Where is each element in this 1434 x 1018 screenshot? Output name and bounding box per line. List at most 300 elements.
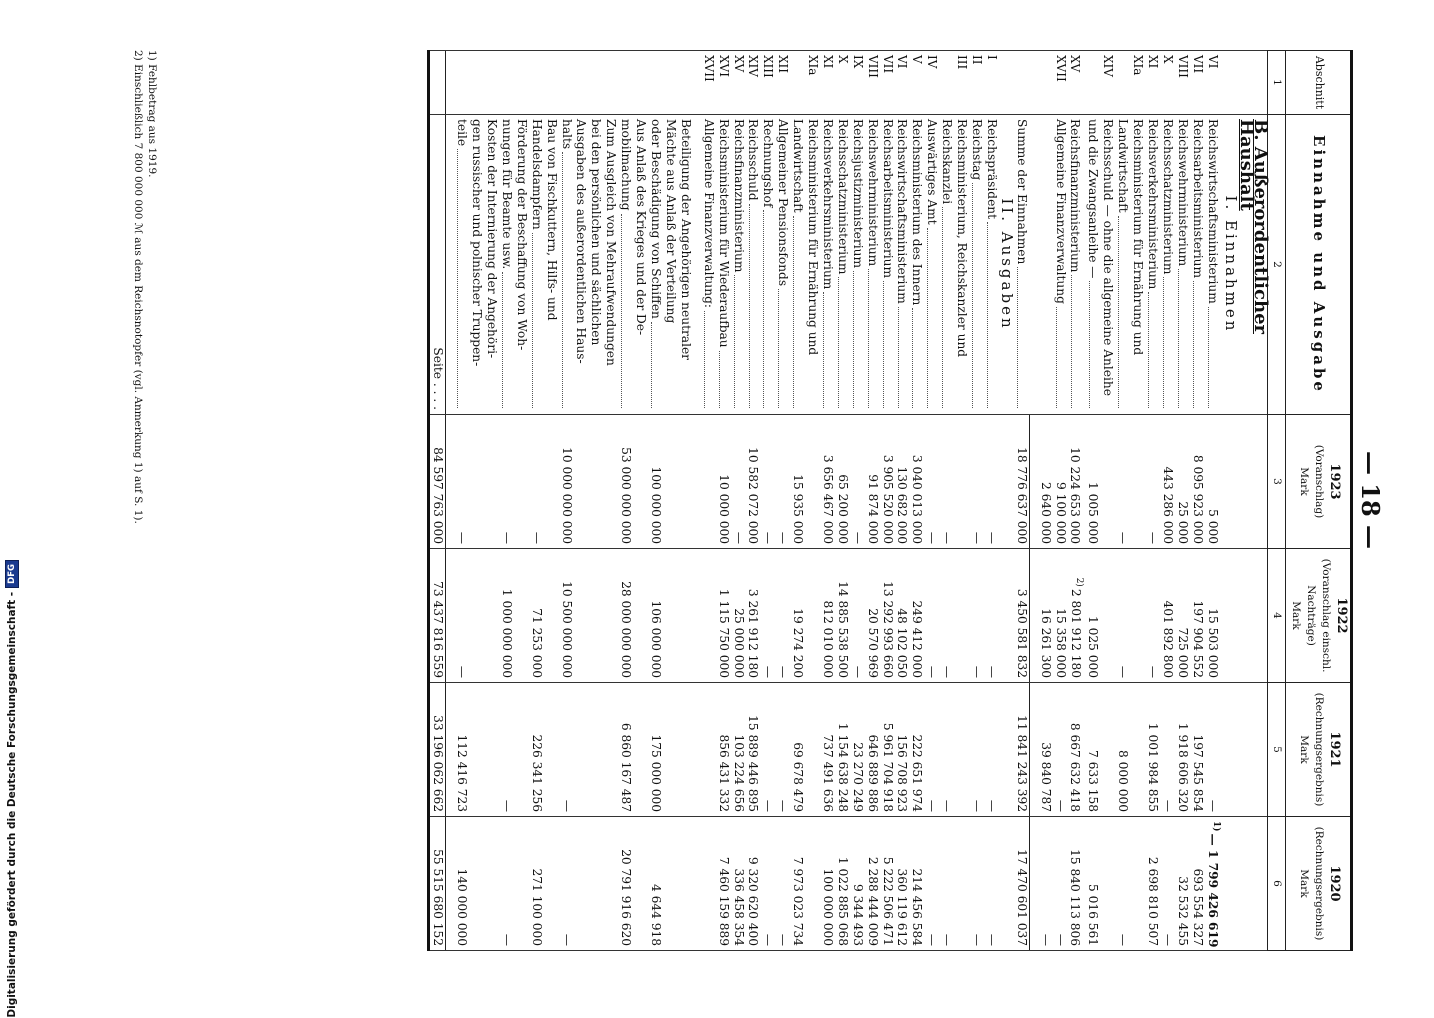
section-number [574,51,589,115]
value-1920: — [1053,817,1068,951]
value-cell [1130,415,1145,549]
seite-1923: 84 597 763 000 [429,415,446,549]
section-number [648,51,663,115]
value-1920: — [499,817,514,951]
table-body [429,51,1272,951]
value-1922: — [850,549,865,683]
section-number: XIa [1130,51,1145,115]
value-1923: 10 224 653 000 [1068,415,1086,549]
value-1921: 222 651 974 [910,683,925,817]
value-1923: 91 874 000 [865,415,880,549]
income-sum-1923: 18 776 637 000 [1014,415,1029,549]
stamp-text: Digitalisierung gefördert durch die Deutsche Forschungsgemeinschaft - [6,591,18,1018]
value-1920: 7 973 023 734 [790,817,805,951]
value-1920: 20 791 916 620 [618,817,633,951]
section-heading-row [1238,51,1268,951]
value-1921: — [760,683,775,817]
value-1921: 737 491 636 [820,683,835,817]
value-cell [1130,549,1145,683]
value-1922: 401 892 800 [1160,549,1175,683]
label-text: Reichswirtschaftsministerium [1205,119,1220,304]
value-1923: — [924,415,939,549]
value-cell [484,415,499,549]
value-cell [574,817,589,951]
value-1921 [701,683,716,817]
row-label [716,115,731,415]
section-number: XIV [1100,51,1115,115]
value-1920: 9 344 493 [850,817,865,951]
income-row [1068,51,1086,951]
value-1921: 39 840 787 [1038,683,1053,817]
value-cell [805,683,820,817]
value-cell [678,415,693,549]
income-sum-1921: 11 841 243 392 [1014,683,1029,817]
value-1922: 106 000 000 [648,549,663,683]
value-1920: $^{1)}$— 1 799 426 619 [1205,817,1223,951]
seite-row [429,51,446,951]
section-number: X [1160,51,1175,115]
value-1923: — [731,415,746,549]
section-number: XIII [760,51,775,115]
value-cell [663,817,678,951]
value-1922: 10 500 000 000 [559,549,574,683]
label-text: und die Zwangsanleihe — [1086,119,1101,279]
value-cell [1130,817,1145,951]
value-1920: 4 644 918 [648,817,663,951]
continuation-row [663,51,678,951]
row-label: Kosten der Internierung der Angehöri- [484,115,499,415]
expense-row [969,51,984,951]
unit-1921: Mark [1297,735,1310,764]
label-text: oder Beschädigung von Schiffen [649,119,663,319]
label-text: Allgemeine Finanzverwaltung: [701,119,716,308]
value-1920: 360 119 612 [895,817,910,951]
value-cell [633,549,648,683]
section-number: IV [924,51,939,115]
row-label [1205,115,1223,415]
value-cell [1130,683,1145,817]
value-1920: 9 320 620 400 [746,817,761,951]
row-label: Förderung der Beschaffung von Woh- [514,115,529,415]
label-text: mobilmachung [619,119,634,211]
label-text: teile [455,119,470,147]
value-1922: — [939,549,954,683]
expense-row [924,51,939,951]
row-label [1038,115,1053,415]
section-number: VIII [865,51,880,115]
expense-row [701,51,716,951]
label-text: Reichsschuld [746,119,761,201]
value-1921: 156 708 923 [895,683,910,817]
budget-table [427,50,1353,951]
value-1923: 3 040 013 000 [910,415,925,549]
header-abschnitt: Abschnitt [1286,51,1352,115]
section-number [939,51,954,115]
value-cell [544,549,559,683]
row-label: Reichsministerium, Reichskanzler und [954,115,969,415]
label-text: Reichskanzlei [940,119,955,205]
income-row [1145,51,1160,951]
income-row [1190,51,1205,951]
label-text: halts [559,119,574,150]
value-1922: — [969,549,984,683]
section-number: XV [731,51,746,115]
section-number [588,51,603,115]
value-cell [484,549,499,683]
continuation-row [484,51,499,951]
label-text: Reichsfinanzministerium [1068,119,1083,273]
expense-row [910,51,925,951]
income-sum-label [1014,115,1029,415]
value-cell [954,415,969,549]
value-1920: 2 288 444 009 [865,817,880,951]
value-cell [544,415,559,549]
section-number: XVI [716,51,731,115]
value-1921: — [1160,683,1175,817]
value-1920: 336 458 354 [731,817,746,951]
value-cell [544,817,559,951]
expense-row [850,51,865,951]
row-label [701,115,716,415]
col-index: 5 [1268,683,1286,817]
section-number: XII [775,51,790,115]
value-cell [663,549,678,683]
value-1922: — [760,549,775,683]
unit-1920: Mark [1297,869,1310,898]
col-index: 1 [1268,51,1286,115]
value-1922: $^{2)}$2 801 912 180 [1068,549,1086,683]
value-cell [663,683,678,817]
value-1923: 3 656 467 000 [820,415,835,549]
label-text: Reichsarbeitsministerium [1190,119,1205,279]
row-label: gen russischer und polnischer Truppen- [469,115,484,415]
label-text: Landwirtschaft [791,119,806,213]
value-1922: 1 025 000 [1086,549,1101,683]
label-text: Reichstag [970,119,985,181]
seite-1920: 55 515 680 152 [429,817,446,951]
income-sum-row [1014,51,1029,951]
value-1922: 812 010 000 [820,549,835,683]
col-index: 6 [1268,817,1286,951]
continuation-row [633,51,648,951]
value-cell [588,549,603,683]
value-1923: — [760,415,775,549]
section-number: XV [1068,51,1086,115]
year-1920: 1920 [1326,865,1342,902]
expense-row [805,51,820,951]
dfg-logo: DFG [5,560,19,588]
value-cell [603,683,618,817]
footnote-marker: 2) [1073,577,1084,587]
income-row [1205,51,1223,951]
value-cell [514,817,529,951]
value-1923: 65 200 000 [835,415,850,549]
value-1923: — [1115,415,1130,549]
section-number [499,51,514,115]
value-1923 [701,415,716,549]
section-number: III [954,51,969,115]
value-1920: 100 000 000 [820,817,835,951]
value-1921: — [969,683,984,817]
value-1921: 103 224 656 [731,683,746,817]
value-1921: — [1053,683,1068,817]
value-1920: — [1160,817,1175,951]
label-text: Rechnungshof [761,119,776,208]
expense-row [835,51,850,951]
row-label [835,115,850,415]
unit-1922: Mark [1290,601,1303,630]
value-1922: — [454,549,469,683]
value-1923: 5 000 [1205,415,1223,549]
label-text: Handelsdampfern [529,119,544,230]
section-number: VII [880,51,895,115]
label-text: Reichsjustizministerium [850,119,865,269]
section-number [529,51,544,115]
label-text: Reichsarbeitsministerium [880,119,895,279]
col-index: 2 [1268,115,1286,415]
continuation-row [939,51,954,951]
value-1922: 25 000 000 [731,549,746,683]
part-heading-row [999,51,1014,951]
value-1920: — [924,817,939,951]
value-1923: 10 582 072 000 [746,415,761,549]
row-label [1053,115,1068,415]
value-1920 [701,817,716,951]
value-1922: 15 358 000 [1053,549,1068,683]
footnotes [131,50,159,950]
section-number [618,51,633,115]
value-1922: 725 000 [1175,549,1190,683]
value-1923: — [775,415,790,549]
value-cell [574,683,589,817]
value-1922: 48 102 050 [895,549,910,683]
section-number [1038,51,1053,115]
value-1921: — [775,683,790,817]
value-1922: 19 274 200 [790,549,805,683]
value-1921: — [559,683,574,817]
value-1923: — [499,415,514,549]
row-label [454,115,469,415]
value-1922: — [775,549,790,683]
value-1921: 8 667 632 418 [1068,683,1086,817]
label-text: Reichsschatzministerium [835,119,850,275]
row-label [984,115,999,415]
value-1921: — [924,683,939,817]
value-1920: 1 022 885 068 [835,817,850,951]
value-cell [514,415,529,549]
value-cell [805,549,820,683]
value-1920: 693 554 327 [1190,817,1205,951]
value-cell [805,817,820,951]
label-text: Reichspräsident [984,119,999,220]
value-1920: 5 222 506 471 [880,817,895,951]
rotated-page [17,20,1417,980]
row-label: Aus Anlaß des Krieges und der De- [633,115,648,415]
label-text: Reichsverkehrsministerium [820,119,835,290]
expense-row [984,51,999,951]
value-1923: 10 000 000 [716,415,731,549]
continuation-row [790,51,805,951]
label-text: Reichsministerium des Innern [910,119,925,306]
row-label [648,115,663,415]
row-label [895,115,910,415]
sub-1922: (Voranschlag einschl. Nachträge) [1305,558,1333,673]
value-cell [1100,817,1115,951]
section-number: XIV [746,51,761,115]
expense-row [880,51,895,951]
row-label [910,115,925,415]
value-cell [603,817,618,951]
continuation-row [544,51,559,951]
value-cell [469,549,484,683]
value-cell [514,683,529,817]
header-1921 [1286,683,1352,817]
value-1921: 1 918 606 320 [1175,683,1190,817]
expense-row [820,51,835,951]
section-number: XI [820,51,835,115]
page-number: — 18 — [1356,450,1385,550]
value-1921: 1 001 984 855 [1145,683,1160,817]
label-text: Reichsfinanzministerium [731,119,746,273]
value-cell [678,549,693,683]
value-1923: 1 005 000 [1086,415,1101,549]
value-1920: 32 532 455 [1175,817,1190,951]
expenses-title: II. Ausgaben [999,115,1014,415]
row-label [775,115,790,415]
value-1923: 53 000 000 000 [618,415,633,549]
row-label [1175,115,1190,415]
section-title: B. Außerordentlicher Haushalt [1238,115,1268,415]
finance-subitem-row [648,51,663,951]
table-header [1286,51,1352,951]
section-number [678,51,693,115]
row-label: Bau von Fischkuttern, Hilfs- und [544,115,559,415]
value-1922: 197 904 552 [1190,549,1205,683]
section-number [559,51,574,115]
seite-1921: 33 196 062 662 [429,683,446,817]
value-cell [603,415,618,549]
value-cell [1100,549,1115,683]
section-number [1086,51,1101,115]
sub-1923: (Voranschlag) [1312,444,1325,519]
row-label [529,115,544,415]
section-number: VI [1205,51,1223,115]
continuation-row [603,51,618,951]
value-cell [633,817,648,951]
value-1921: 69 678 479 [790,683,805,817]
value-cell [954,817,969,951]
value-cell [1100,415,1115,549]
row-label [1160,115,1175,415]
value-cell [678,683,693,817]
expense-row [954,51,969,951]
expense-row [760,51,775,951]
value-1920: — [559,817,574,951]
value-1922: — [1115,549,1130,683]
value-1922: 15 503 000 [1205,549,1223,683]
expense-row [746,51,761,951]
value-1921: — [499,683,514,817]
value-1922: 28 000 000 000 [618,549,633,683]
value-1920: — [984,817,999,951]
value-1923: — [1145,415,1160,549]
value-1923: — [529,415,544,549]
value-cell [678,817,693,951]
value-1922: 1 000 000 000 [499,549,514,683]
value-1921: 23 270 249 [850,683,865,817]
row-label [1115,115,1130,415]
row-label [865,115,880,415]
value-1923: 25 000 [1175,415,1190,549]
value-1921: 175 000 000 [648,683,663,817]
value-1922: — [924,549,939,683]
label-text: Allgemeiner Pensionsfonds [776,119,791,287]
value-cell [1100,683,1115,817]
section-number [454,51,469,115]
value-1921: 856 431 332 [716,683,731,817]
income-row [1100,51,1115,951]
header-1920 [1286,817,1352,951]
row-label [924,115,939,415]
finance-subitem-row [454,51,469,951]
value-cell [588,683,603,817]
finance-subitem-row [529,51,544,951]
value-1921: 226 341 256 [529,683,544,817]
value-1920: 15 840 113 806 [1068,817,1086,951]
section-number: XVII [1053,51,1068,115]
income-row [1160,51,1175,951]
row-label [850,115,865,415]
value-cell [954,549,969,683]
footnote-marker: 1) [1210,821,1221,832]
seite-1922: 73 437 816 559 [429,549,446,683]
value-1920: — [1115,817,1130,951]
dfg-stamp [1,560,31,1018]
footnote: 2) Einschließlich 7 800 000 000 ℳ aus dem Reichsnotopfer (vgl. Anmerkung 1) auf S. 1). [132,50,144,524]
value-cell [633,683,648,817]
value-1921: — [984,683,999,817]
value-1920: — [760,817,775,951]
row-label [820,115,835,415]
expense-row [865,51,880,951]
year-1922: 1922 [1334,597,1349,634]
value-cell [588,817,603,951]
row-label [1068,115,1086,415]
value-1921: 15 889 446 895 [746,683,761,817]
value-1923: 15 935 000 [790,415,805,549]
value-cell [469,817,484,951]
row-label: Mächte aus Anlaß der Verteilung [663,115,678,415]
value-1922: — [1145,549,1160,683]
continuation-row [588,51,603,951]
row-label [790,115,805,415]
row-label: Beteiligung der Angehörigen neutraler [678,115,693,415]
value-1921: 6 860 167 487 [618,683,633,817]
row-label: Zum Ausgleich von Mehraufwendungen [603,115,618,415]
value-1920: — [969,817,984,951]
value-1922: 13 292 993 660 [880,549,895,683]
section-number [469,51,484,115]
value-1922 [701,549,716,683]
section-number: VI [895,51,910,115]
value-1920: 214 456 584 [910,817,925,951]
value-1923: — [454,415,469,549]
value-1921: 197 545 854 [1190,683,1205,817]
col-index: 4 [1268,549,1286,683]
row-label [969,115,984,415]
section-number [633,51,648,115]
value-cell [469,415,484,549]
